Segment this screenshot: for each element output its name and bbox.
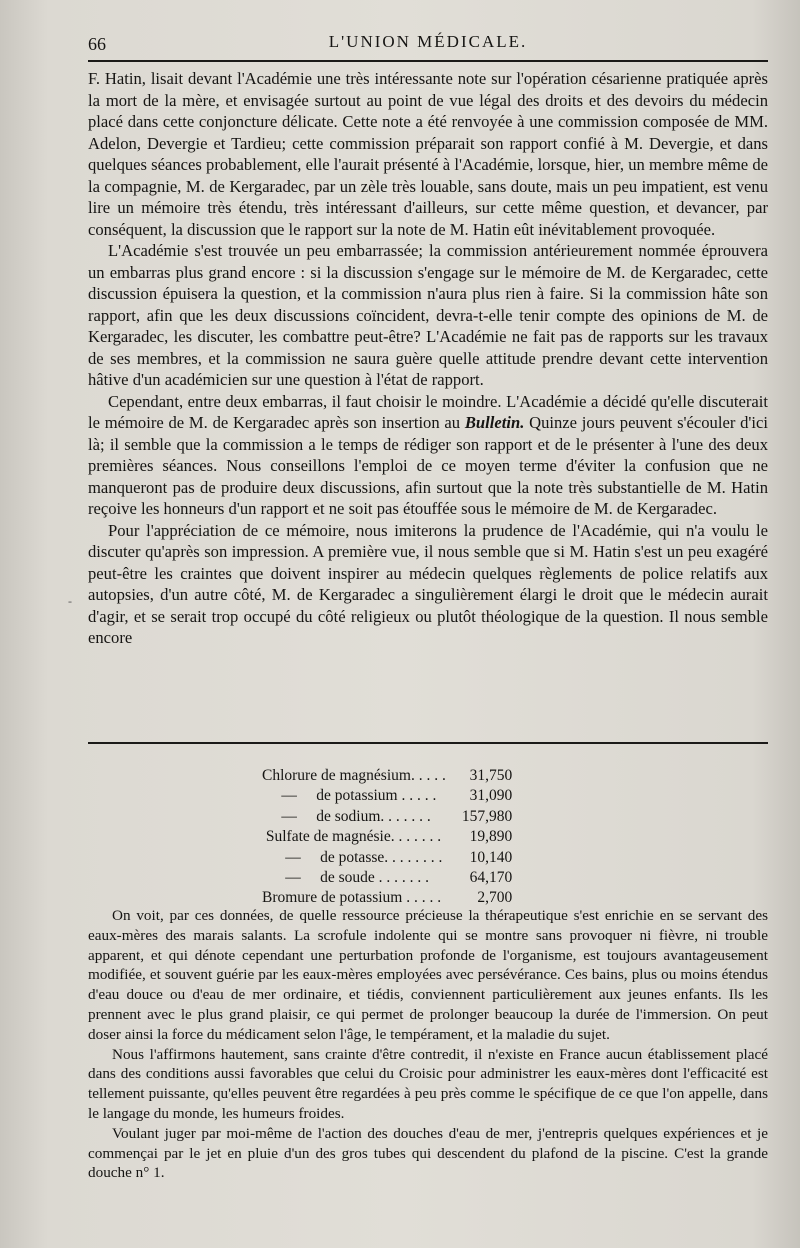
table-row: [262, 766, 512, 786]
page-header: [88, 30, 768, 60]
paragraph: On voit, par ces données, de quelle ressource précieuse la thérapeutique s'est enrichie en se servant des eaux-mères des marais salants. La scrofule indolente qui se montre sans provoquer ni fièvre, ni trouble apparent, et qui dénote cependant une perturbation profonde de l'organisme, est toujours avantageusement modifiée, et souvent guérie par les eaux-mères employées avec persévérance. Ces bains, plus ou moins étendus d'eau douce ou d'eau de mer ordinaire, et tiédis, conviennent particulièrement aux jeunes enfants. Ils les prennent avec le plus grand plaisir, ce qui permet de prolonger beaucoup la durée de l'immersion. On peut doser ainsi la force du médicament selon l'âge, le tempérament, et la maladie du sujet.: [88, 907, 768, 1043]
mineral-value: 2,700: [477, 889, 513, 907]
feuilleton-text: [88, 906, 768, 1183]
paragraph-text: Quinze jours peuvent s'écouler d'ici là; il semble que la commission a le temps de rédiger son rapport et de le présenter à l'une des deux premières séances. Nous conseillons l'emploi de ce moyen terme d'éviter la confusion que ne manqueront pas de produire deux discussions, afin surtout que la note très substantielle de M. Hatin reçoive les honneurs d'un rapport et ne soit pas étouffée sous le mémoire de M. de Kergaradec.: [88, 413, 768, 518]
mineral-value: 19,890: [469, 828, 513, 846]
mineral-name: — de potasse. . . . . . . .: [262, 848, 443, 866]
header-rule: [88, 60, 768, 62]
paragraph-text: Cependant, entre deux embarras, il faut choisir le moindre. L'Académie a décidé qu'elle discuterait le mémoire de M. de Kergaradec après son insertion au: [88, 391, 768, 432]
mineral-value: 31,750: [469, 767, 513, 784]
table-row: [262, 827, 512, 847]
paragraph: Nous l'affirmons hautement, sans crainte d'être contredit, il n'existe en France aucun établissement placé dans des conditions aussi favorables que celui du Croisic pour administrer les eaux-mères dont l'efficacité est tellement puissante, qu'elles peuvent être regardées à peu près comme le spécifique de ce que l'on appelle, dans le langage du monde, les humeurs froides.: [88, 1045, 768, 1122]
paragraph: F. Hatin, lisait devant l'Académie une très intéressante note sur l'opération césarienne pratiquée après la mort de la mère, et envisagée surtout au point de vue légal des droits et des devoirs du médecin placé dans cette conjoncture délicate. Cette note a été renvoyée à une commission composée de MM. Adelon, Devergie et Tardieu; cette commission préparait son rapport confié à M. Devergie, et dans quelques séances probablement, elle l'aurait présenté à l'Académie, lorsque, hier, un membre même de la compagnie, M. de Kergaradec, par un zèle très louable, sans doute, mais un peu impatient, est venu lire un mémoire très étendu, très intéressant d'ailleurs, sur cette même question, et devancer, par conséquent, la discussion que le rapport sur la note de M. Hatin eût inévitablement provoquée.: [88, 69, 768, 239]
table-row: [262, 786, 512, 806]
main-text: [88, 68, 768, 649]
mineral-value: 31,090: [469, 787, 513, 805]
mineral-name: Sulfate de magnésie. . . . . . .: [262, 828, 442, 846]
table-row: [262, 868, 512, 888]
page-number: 66: [88, 34, 106, 54]
mineral-name: — de potassium . . . . .: [262, 787, 437, 805]
mineral-name: — de soude . . . . . . .: [262, 869, 430, 887]
mineral-value: 10,140: [469, 848, 513, 866]
table-row: [262, 807, 512, 827]
paragraph: [88, 391, 768, 520]
paragraph: Pour l'appréciation de ce mémoire, nous imiterons la prudence de l'Académie, qui n'a voulu le discuter qu'après son impression. A première vue, il nous semble que si M. Hatin s'est un peu exagéré peut-être les craintes que doivent inspirer au médecin quelques règlements de police relatifs aux autopsies, d'un autre côté, M. de Kergaradec a singulièrement élargi le droit que le médecin aurait d'agir, et se serait trop occupé du côté religieux ou plutôt théologique de la question. Il nous semble encore: [88, 520, 768, 647]
bulletin-italic: Bulletin.: [464, 413, 525, 432]
mineral-value: 64,170: [469, 869, 513, 887]
margin-mark: -: [68, 594, 72, 608]
section-rule: [88, 742, 768, 744]
running-title: L'UNION MÉDICALE.: [328, 32, 528, 51]
mineral-name: Bromure de potassium . . . . .: [262, 889, 442, 907]
mineral-composition-table: [262, 766, 512, 909]
table-row: [262, 848, 512, 868]
paragraph: L'Académie s'est trouvée un peu embarrassée; la commission antérieurement nommée éprouvera un embarras plus grand encore : si la discussion s'engage sur le mémoire de M. de Kergaradec, cette discussion épuisera la question, et la commission n'aura plus rien à faire. Si la commission hâte son rapport, afin que les deux discussions coïncident, devra-t-elle tenir compte des opinions de M. de Kergaradec, les discuter, les combattre peut-être? L'Académie ne fait pas de rapports sur les travaux de ses membres, et la commission ne saura guère quelle attitude prendre devant cette intervention hâtive d'un académicien sur une question à l'état de rapport.: [88, 241, 768, 389]
mineral-name: — de sodium. . . . . . .: [262, 807, 431, 825]
paragraph: Voulant juger par moi-même de l'action des douches d'eau de mer, j'entrepris quelques expériences et je commençai par le jet en pluie d'un des gros tubes qui descendent du plafond de la piscine. C'est la grande douche n° 1.: [88, 1124, 768, 1182]
mineral-value: 157,980: [461, 807, 513, 825]
mineral-name: Chlorure de magnésium. . . . .: [262, 767, 446, 784]
